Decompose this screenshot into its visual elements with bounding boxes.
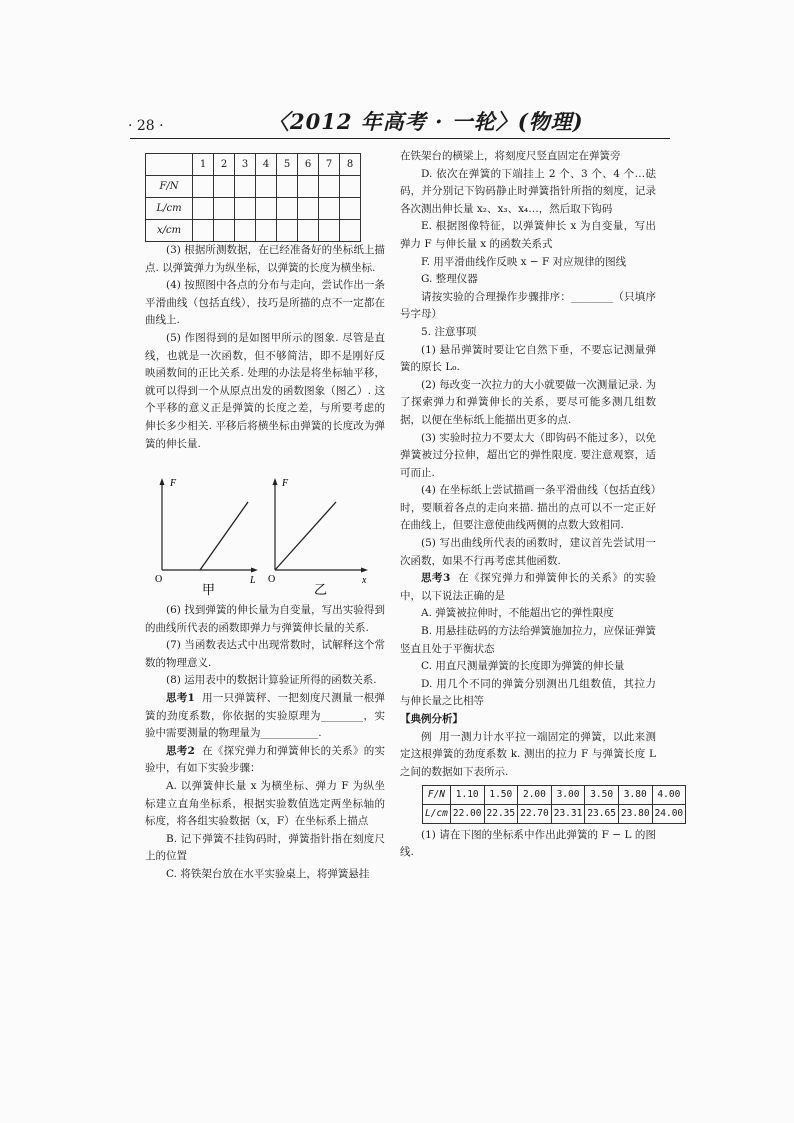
- table-cell: 3.50: [585, 786, 619, 805]
- paragraph: (4) 在坐标纸上尝试描画一条平滑曲线（包括直线）时，要顺着各点的走向来描. 描出的点可以不一定正好在曲线上，但要注意使曲线两侧的点数大致相同.: [400, 484, 656, 532]
- row-label: x/cm: [146, 220, 193, 242]
- y-axis-label: F: [282, 478, 289, 489]
- table-row: [423, 804, 686, 823]
- table-row: [146, 220, 361, 242]
- data-table: [422, 785, 684, 823]
- blank-data-table: [145, 153, 361, 242]
- table-cell: 3: [235, 154, 256, 176]
- table-row: [146, 154, 361, 176]
- graphs-figure: [150, 474, 380, 600]
- question-2: 思考2 在《探究弹力和弹簧伸长的关系》的实验中，有如下实验步骤：: [145, 744, 385, 775]
- row-label: L/cm: [146, 198, 193, 220]
- graph-jia: [155, 478, 258, 597]
- graph-yi: [268, 478, 368, 597]
- x-axis-label: L: [250, 575, 256, 586]
- question-3: 思考3 在《探究弹力和弹簧伸长的关系》的实验中，以下说法正确的是: [400, 572, 656, 602]
- question-label: 思考3: [421, 572, 451, 585]
- table-cell: 23.31: [551, 804, 585, 823]
- table-cell: 22.35: [484, 804, 518, 823]
- origin-label: O: [155, 574, 163, 585]
- option: D. 依次在弹簧的下端挂上 2 个、3 个、4 个…砝码，并分别记下钩码静止时弹簧指针所指的刻度，记录各次测出伸长量 x₂、x₃、x₄…，然后取下钩码: [400, 167, 656, 215]
- option: B. 记下弹簧不挂钩码时，弹簧指针指在刻度尺上的位置: [145, 832, 385, 863]
- table-cell: 22.00: [450, 804, 484, 823]
- paragraph: 在铁架台的横梁上，将刻度尺竖直固定在弹簧旁: [400, 150, 621, 162]
- table-cell: 8: [340, 154, 361, 176]
- table-cell: 5: [277, 154, 298, 176]
- table-cell: 1.50: [484, 786, 518, 805]
- row-label: F/N: [146, 176, 193, 198]
- table-cell: 2: [214, 154, 235, 176]
- paragraph: (6) 找到弹簧的伸长量为自变量，写出实验得到的曲线所代表的函数即弹力与弹簧伸长量的关系.: [145, 604, 385, 634]
- question-label: 思考2: [166, 744, 195, 757]
- option: G. 整理仪器: [421, 273, 478, 286]
- table-cell: [146, 154, 193, 176]
- row-label: F/N: [423, 786, 451, 805]
- question-1: 思考1 用一只弹簧秤、一把刻度尺测量一根弹簧的劲度系数，你依据的实验原理为________，实验中需要测量的物理量为___________.: [145, 691, 385, 740]
- table-cell: 3.80: [618, 786, 652, 805]
- question-label: 思考1: [166, 691, 195, 704]
- left-text-lower: [145, 602, 385, 884]
- table-cell: 7: [319, 154, 340, 176]
- paragraph: (8) 运用表中的数据计算验证所得的函数关系.: [166, 674, 377, 687]
- table-cell: 22.70: [518, 804, 552, 823]
- row-label: L/cm: [423, 804, 451, 823]
- header-rule: [130, 138, 670, 139]
- book-title: 〈2012 年高考 · 一轮〉(物理): [268, 109, 584, 134]
- paragraph: (4) 按照图中各点的分布与走向，尝试作出一条平滑曲线（包括直线），技巧是所描的点不一定都在曲线上.: [145, 279, 385, 327]
- table-row: [146, 198, 361, 220]
- example-label: 例: [421, 730, 432, 743]
- table-cell: 23.80: [618, 804, 652, 823]
- origin-label: O: [268, 574, 276, 585]
- option: F. 用平滑曲线作反映 x − F 对应规律的图线: [421, 255, 627, 268]
- table-cell: 2.00: [518, 786, 552, 805]
- example: 例 用一测力计水平拉一端固定的弹簧，以此来测定这根弹簧的劲度系数 k. 测出的拉力 F 与弹簧长度 L 之间的数据如下表所示.: [400, 730, 656, 778]
- left-text-upper: [145, 242, 385, 453]
- x-axis-label: x: [362, 575, 367, 586]
- paragraph: (3) 实验时拉力不要太大（即钩码不能过多），以免弹簧被过分拉伸，超出它的弹性限度. 要注意观察，适可而止.: [400, 431, 656, 479]
- paragraph: (5) 写出曲线所代表的函数时，建议首先尝试用一次函数，如果不行再考虑其他函数.: [400, 537, 656, 567]
- paragraph: (2) 每改变一次拉力的大小就要做一次测量记录. 为了探索弹力和弹簧伸长的关系，要尽可能多测几组数据，以便在坐标纸上能描出更多的点.: [400, 378, 656, 426]
- y-axis-label: F: [170, 478, 177, 489]
- paragraph: (3) 根据所测数据，在已经准备好的坐标纸上描点. 以弹簧弹力为纵坐标，以弹簧的长度为横坐标.: [145, 244, 385, 274]
- table-cell: 4.00: [652, 786, 686, 805]
- table-row: [146, 176, 361, 198]
- table-cell: 4: [256, 154, 277, 176]
- paragraph: (1) 悬吊弹簧时要让它自然下垂，不要忘记测量弹簧的原长 L₀.: [400, 343, 656, 374]
- option: E. 根据图像特征，以弹簧伸长 x 为自变量，写出弹力 F 与伸长量 x 的函数关系式: [400, 220, 656, 250]
- analysis-title: 【典例分析】: [400, 713, 463, 725]
- paragraph: (1) 请在下图的坐标系中作出此弹簧的 F − L 的图线.: [400, 828, 656, 859]
- section-title: 5. 注意事项: [421, 325, 477, 338]
- table-cell: 23.65: [585, 804, 619, 823]
- page-number: · 28 ·: [128, 118, 164, 134]
- table-cell: 3.00: [551, 786, 585, 805]
- table-cell: 1.10: [450, 786, 484, 805]
- right-text: [400, 148, 684, 862]
- table-cell: 6: [298, 154, 319, 176]
- paragraph: (5) 作图得到的是如图甲所示的图象. 尽管是直线，也就是一次函数，但不够简洁，即不是刚好反映函数间的正比关系. 处理的办法是将坐标轴平移，就可以得到一个从原点出发的函数图象（图乙）. 这个平移的意义正是弹簧的长度之差，与所要考虑的伸长多少相关. 平移后将横坐标由弹簧的长度改为弹簧的伸长量.: [145, 331, 385, 450]
- table-row: [423, 786, 686, 805]
- table-cell: 1: [193, 154, 214, 176]
- option: C. 将铁架台放在水平实验桌上，将弹簧悬挂: [166, 867, 370, 880]
- figure-caption: 甲: [202, 582, 216, 597]
- paragraph: 请按实验的合理操作步骤排序：________（只填序号字母）: [400, 290, 656, 321]
- option: A. 以弹簧伸长量 x 为横坐标、弹力 F 为纵坐标建立直角坐标系，根据实验数值选定两坐标轴的标度，将各组实验数据（x，F）在坐标系上描点: [145, 779, 385, 828]
- option: D. 用几个不同的弹簧分别测出几组数值，其拉力与伸长量之比相等: [400, 677, 656, 708]
- table-cell: 24.00: [652, 804, 686, 823]
- option: B. 用悬挂砝码的方法给弹簧施加拉力，应保证弹簧竖直且处于平衡状态: [400, 625, 656, 655]
- option: A. 弹簧被拉伸时，不能超出它的弹性限度: [421, 607, 614, 620]
- figure-caption: 乙: [314, 582, 328, 597]
- option: C. 用直尺测量弹簧的长度即为弹簧的伸长量: [421, 660, 625, 673]
- paragraph: (7) 当函数表达式中出现常数时，试解释这个常数的物理意义.: [145, 639, 385, 669]
